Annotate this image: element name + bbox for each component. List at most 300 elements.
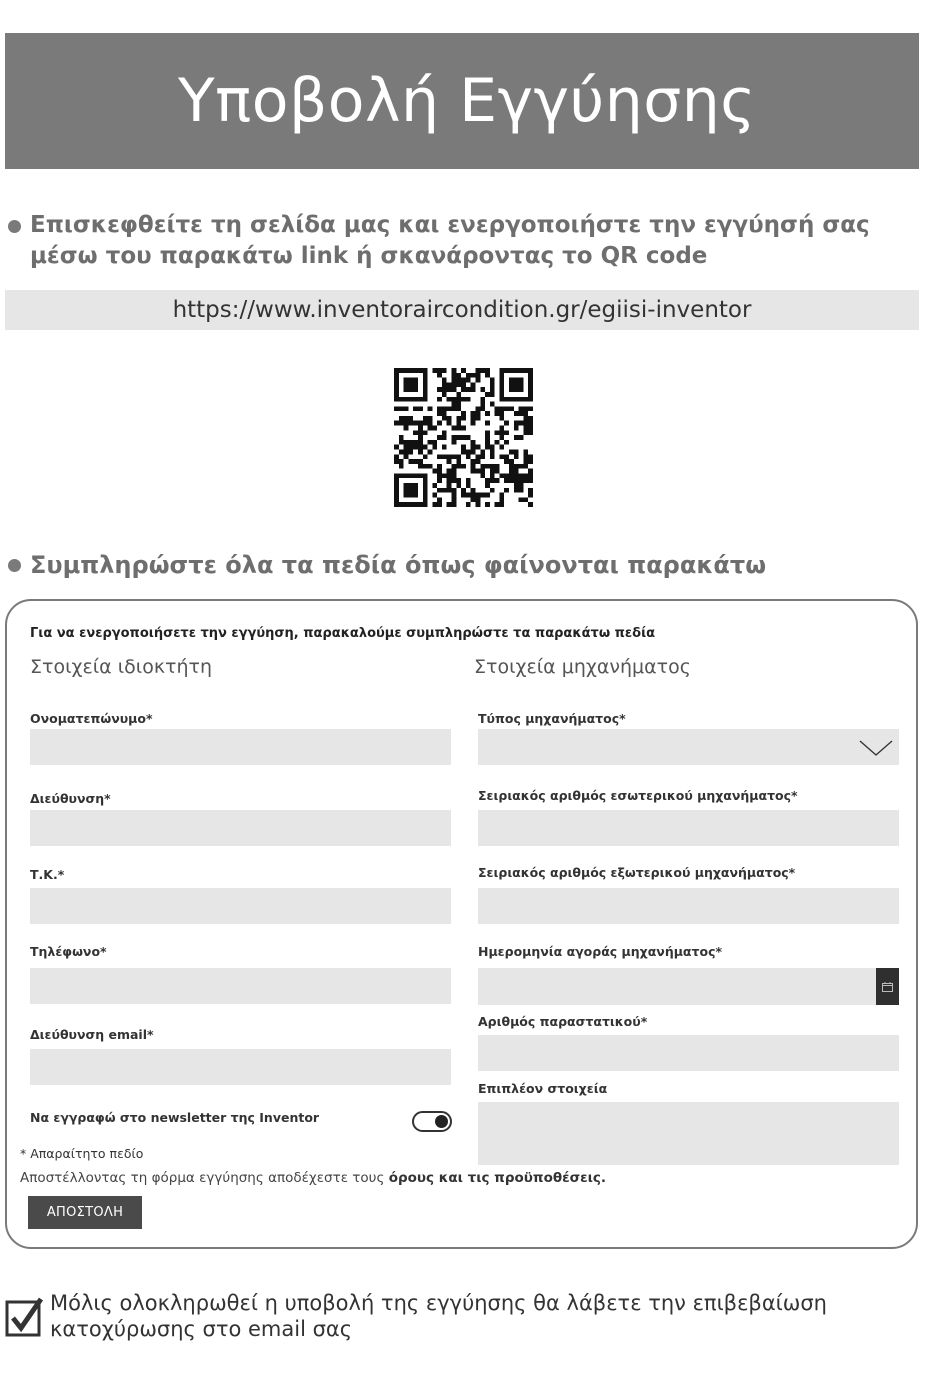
qr-module	[528, 430, 533, 435]
serial-outdoor-input[interactable]	[478, 888, 899, 924]
qr-module	[528, 406, 533, 411]
qr-module	[452, 397, 457, 402]
qr-module	[528, 473, 533, 478]
qr-module	[399, 464, 404, 469]
qr-module	[461, 488, 466, 493]
qr-module	[471, 445, 476, 450]
qr-module	[394, 421, 399, 426]
qr-module	[499, 382, 504, 387]
qr-module	[485, 435, 490, 440]
qr-module	[499, 392, 504, 397]
qr-module	[509, 449, 514, 454]
qr-module	[528, 459, 533, 464]
qr-module	[480, 402, 485, 407]
qr-module	[456, 382, 461, 387]
extra-info-textarea[interactable]	[478, 1102, 899, 1165]
qr-module	[466, 483, 471, 488]
qr-module	[495, 478, 500, 483]
qr-module	[499, 435, 504, 440]
qr-module	[499, 497, 504, 502]
qr-module	[485, 430, 490, 435]
qr-module	[461, 426, 466, 431]
toggle-knob	[435, 1115, 448, 1128]
qr-module	[499, 406, 504, 411]
receipt-number-label: Αριθμός παραστατικού*	[478, 1014, 648, 1029]
qr-module	[418, 445, 423, 450]
qr-module	[404, 368, 409, 373]
qr-module	[404, 421, 409, 426]
qr-module	[514, 473, 519, 478]
qr-module	[490, 464, 495, 469]
qr-module	[452, 497, 457, 502]
qr-module	[509, 387, 514, 392]
qr-module	[418, 459, 423, 464]
qr-module	[394, 473, 399, 478]
newsletter-toggle[interactable]	[412, 1111, 452, 1132]
qr-module	[509, 459, 514, 464]
qr-module	[456, 373, 461, 378]
qr-module	[471, 469, 476, 474]
qr-module	[452, 368, 457, 373]
qr-module	[404, 473, 409, 478]
qr-module	[504, 473, 509, 478]
qr-module	[528, 387, 533, 392]
qr-module	[456, 483, 461, 488]
qr-module	[423, 497, 428, 502]
qr-module	[514, 421, 519, 426]
qr-module	[399, 473, 404, 478]
qr-module	[514, 378, 519, 383]
serial-indoor-label: Σειριακός αριθμός εσωτερικού μηχανήματος*	[478, 788, 798, 803]
qr-module	[399, 435, 404, 440]
qr-module	[490, 382, 495, 387]
qr-module	[437, 421, 442, 426]
machine-type-label: Τύπος μηχανήματος*	[478, 711, 626, 726]
qr-module	[399, 397, 404, 402]
machine-section-title: Στοιχεία μηχανήματος	[474, 656, 691, 678]
fill-instruction	[8, 549, 918, 581]
qr-module	[437, 406, 442, 411]
qr-module	[413, 397, 418, 402]
qr-module	[447, 469, 452, 474]
qr-module	[408, 421, 413, 426]
qr-module	[480, 473, 485, 478]
qr-module	[480, 449, 485, 454]
fill-text: Συμπληρώστε όλα τα πεδία όπως φαίνονται παρακάτω	[30, 551, 767, 579]
qr-module	[442, 382, 447, 387]
qr-module	[514, 478, 519, 483]
calendar-icon	[882, 982, 893, 992]
qr-module	[504, 430, 509, 435]
qr-module	[456, 397, 461, 402]
qr-module	[475, 445, 480, 450]
qr-module	[408, 449, 413, 454]
qr-module	[452, 478, 457, 483]
url-link[interactable]: https://www.inventoraircondition.gr/egiisi-inventor	[5, 290, 919, 330]
qr-module	[523, 368, 528, 373]
qr-module	[523, 397, 528, 402]
owner-section-title: Στοιχεία ιδιοκτήτη	[30, 656, 213, 678]
qr-module	[452, 469, 457, 474]
qr-module	[428, 440, 433, 445]
qr-module	[447, 483, 452, 488]
qr-module	[523, 411, 528, 416]
qr-module	[490, 378, 495, 383]
qr-module	[432, 445, 437, 450]
qr-module	[394, 373, 399, 378]
qr-module	[394, 368, 399, 373]
qr-module	[514, 488, 519, 493]
qr-module	[461, 411, 466, 416]
qr-module	[413, 368, 418, 373]
qr-module	[413, 406, 418, 411]
qr-module	[408, 488, 413, 493]
qr-module	[418, 368, 423, 373]
qr-module	[437, 478, 442, 483]
qr-module	[442, 368, 447, 373]
qr-module	[519, 435, 524, 440]
qr-module	[442, 387, 447, 392]
qr-module	[408, 440, 413, 445]
email-label: Διεύθυνση email*	[30, 1027, 154, 1042]
qr-module	[447, 382, 452, 387]
qr-module	[447, 488, 452, 493]
qr-module	[404, 387, 409, 392]
qr-module	[504, 478, 509, 483]
qr-module	[423, 368, 428, 373]
qr-module	[456, 435, 461, 440]
qr-module	[523, 473, 528, 478]
qr-module	[480, 454, 485, 459]
qr-module	[519, 368, 524, 373]
qr-module	[423, 421, 428, 426]
qr-module	[490, 392, 495, 397]
qr-module	[466, 435, 471, 440]
qr-module	[499, 411, 504, 416]
qr-module	[399, 406, 404, 411]
qr-module	[447, 397, 452, 402]
qr-module	[514, 426, 519, 431]
qr-module	[471, 493, 476, 498]
qr-module	[442, 411, 447, 416]
qr-module	[428, 416, 433, 421]
qr-module	[523, 421, 528, 426]
qr-module	[418, 464, 423, 469]
required-note: * Απαραίτητο πεδίο	[20, 1146, 144, 1161]
qr-module	[461, 445, 466, 450]
serial-outdoor-label: Σειριακός αριθμός εξωτερικού μηχανήματος*	[478, 865, 796, 880]
qr-module	[447, 454, 452, 459]
qr-module	[413, 483, 418, 488]
qr-module	[485, 483, 490, 488]
page-header	[5, 33, 919, 169]
qr-module	[519, 497, 524, 502]
qr-module	[495, 469, 500, 474]
qr-module	[423, 445, 428, 450]
qr-module	[495, 502, 500, 507]
qr-module	[452, 378, 457, 383]
qr-module	[528, 392, 533, 397]
qr-module	[461, 435, 466, 440]
qr-module	[490, 488, 495, 493]
qr-module	[418, 426, 423, 431]
qr-module	[466, 373, 471, 378]
qr-module	[480, 469, 485, 474]
qr-module	[452, 473, 457, 478]
qr-module	[523, 464, 528, 469]
qr-module	[394, 497, 399, 502]
qr-module	[447, 502, 452, 507]
phone-input[interactable]	[30, 968, 451, 1004]
qr-module	[437, 411, 442, 416]
qr-module	[499, 445, 504, 450]
qr-module	[418, 430, 423, 435]
qr-module	[394, 459, 399, 464]
qr-module	[475, 373, 480, 378]
qr-module	[499, 387, 504, 392]
qr-module	[490, 478, 495, 483]
qr-module	[418, 421, 423, 426]
qr-module	[485, 445, 490, 450]
qr-module	[475, 497, 480, 502]
qr-module	[456, 416, 461, 421]
qr-module	[404, 488, 409, 493]
qr-module	[509, 469, 514, 474]
zip-input[interactable]	[30, 888, 451, 924]
qr-module	[480, 397, 485, 402]
qr-module	[509, 473, 514, 478]
qr-module	[404, 378, 409, 383]
qr-module	[418, 473, 423, 478]
newsletter-label: Να εγγραφώ στο newsletter της Inventor	[30, 1110, 320, 1125]
qr-module	[437, 368, 442, 373]
serial-indoor-input[interactable]	[478, 810, 899, 846]
qr-module	[408, 382, 413, 387]
machine-type-select[interactable]	[478, 729, 899, 765]
zip-label: Τ.Κ.*	[30, 867, 65, 882]
qr-module	[442, 473, 447, 478]
qr-module	[528, 397, 533, 402]
qr-module	[499, 473, 504, 478]
checkbox-checked-icon	[5, 1296, 43, 1338]
qr-module	[485, 478, 490, 483]
qr-module	[485, 502, 490, 507]
calendar-button[interactable]	[876, 968, 899, 1005]
qr-module	[452, 387, 457, 392]
address-label: Διεύθυνση*	[30, 791, 111, 806]
qr-module	[423, 483, 428, 488]
qr-module	[408, 387, 413, 392]
qr-module	[437, 435, 442, 440]
qr-module	[408, 378, 413, 383]
qr-module	[423, 488, 428, 493]
qr-module	[475, 502, 480, 507]
qr-module	[394, 478, 399, 483]
qr-module	[485, 493, 490, 498]
qr-module	[480, 387, 485, 392]
qr-module	[394, 382, 399, 387]
qr-module	[404, 454, 409, 459]
qr-module	[523, 426, 528, 431]
qr-module	[523, 406, 528, 411]
qr-module	[519, 478, 524, 483]
qr-module	[471, 497, 476, 502]
address-input[interactable]	[30, 810, 451, 846]
qr-module	[452, 426, 457, 431]
email-input[interactable]	[30, 1049, 451, 1085]
qr-module	[504, 488, 509, 493]
terms-prefix: Αποστέλλοντας τη φόρμα εγγύησης αποδέχεστε τους	[20, 1170, 389, 1186]
qr-module	[509, 378, 514, 383]
qr-module	[471, 464, 476, 469]
qr-module	[456, 426, 461, 431]
qr-module	[466, 478, 471, 483]
qr-module	[528, 382, 533, 387]
qr-module	[404, 449, 409, 454]
qr-module	[504, 368, 509, 373]
qr-module	[456, 478, 461, 483]
qr-module	[499, 426, 504, 431]
qr-module	[471, 440, 476, 445]
qr-module	[504, 397, 509, 402]
qr-module	[490, 469, 495, 474]
qr-module	[423, 378, 428, 383]
qr-module	[423, 430, 428, 435]
qr-module	[404, 440, 409, 445]
qr-module	[442, 406, 447, 411]
qr-module	[399, 440, 404, 445]
qr-module	[432, 483, 437, 488]
qr-module	[394, 406, 399, 411]
qr-module	[528, 421, 533, 426]
qr-module	[437, 469, 442, 474]
qr-module	[423, 454, 428, 459]
qr-module	[514, 411, 519, 416]
qr-module	[437, 497, 442, 502]
qr-module	[523, 497, 528, 502]
qr-module	[447, 387, 452, 392]
qr-module	[466, 387, 471, 392]
receipt-number-input[interactable]	[478, 1035, 899, 1071]
qr-module	[475, 459, 480, 464]
qr-module	[485, 411, 490, 416]
qr-module	[499, 373, 504, 378]
qr-module	[408, 445, 413, 450]
qr-module	[523, 416, 528, 421]
qr-module	[437, 502, 442, 507]
qr-module	[461, 397, 466, 402]
qr-module	[461, 387, 466, 392]
qr-module	[408, 502, 413, 507]
qr-module	[509, 406, 514, 411]
qr-module	[485, 392, 490, 397]
qr-module	[514, 464, 519, 469]
qr-module	[461, 449, 466, 454]
qr-module	[428, 421, 433, 426]
qr-module	[413, 382, 418, 387]
qr-module	[452, 382, 457, 387]
qr-module	[399, 459, 404, 464]
qr-module	[423, 392, 428, 397]
qr-module	[423, 387, 428, 392]
qr-module	[452, 454, 457, 459]
qr-module	[442, 488, 447, 493]
qr-module	[528, 469, 533, 474]
qr-code-icon[interactable]	[394, 368, 533, 507]
purchase-date-label: Ημερομηνία αγοράς μηχανήματος*	[478, 944, 723, 959]
qr-module	[490, 445, 495, 450]
page-title: Υποβολή Εγγύησης	[177, 66, 757, 136]
qr-module	[413, 488, 418, 493]
qr-module	[495, 406, 500, 411]
qr-module	[528, 454, 533, 459]
qr-module	[523, 459, 528, 464]
qr-module	[471, 382, 476, 387]
qr-module	[495, 440, 500, 445]
qr-module	[475, 469, 480, 474]
qr-module	[442, 416, 447, 421]
qr-module	[528, 488, 533, 493]
qr-module	[423, 382, 428, 387]
qr-module	[509, 368, 514, 373]
qr-module	[423, 493, 428, 498]
qr-module	[413, 440, 418, 445]
qr-module	[404, 397, 409, 402]
qr-module	[499, 493, 504, 498]
qr-module	[437, 373, 442, 378]
qr-module	[490, 473, 495, 478]
qr-module	[495, 430, 500, 435]
qr-module	[528, 368, 533, 373]
qr-module	[452, 502, 457, 507]
qr-module	[504, 440, 509, 445]
qr-module	[499, 430, 504, 435]
terms-text	[20, 1170, 606, 1186]
qr-module	[466, 493, 471, 498]
submit-button[interactable]: ΑΠΟΣΤΟΛΗ	[28, 1196, 142, 1229]
qr-module	[447, 478, 452, 483]
qr-module	[466, 502, 471, 507]
name-input[interactable]	[30, 729, 451, 765]
qr-module	[514, 387, 519, 392]
qr-module	[485, 440, 490, 445]
qr-module	[499, 378, 504, 383]
qr-module	[456, 454, 461, 459]
purchase-date-input[interactable]	[478, 968, 876, 1005]
qr-module	[404, 493, 409, 498]
qr-module	[423, 416, 428, 421]
qr-module	[447, 421, 452, 426]
terms-link[interactable]: όρους και τις προϋποθέσεις.	[388, 1170, 607, 1186]
qr-module	[509, 397, 514, 402]
qr-module	[399, 421, 404, 426]
qr-module	[452, 402, 457, 407]
qr-module	[413, 430, 418, 435]
qr-module	[480, 493, 485, 498]
name-label: Ονοματεπώνυμο*	[30, 711, 153, 726]
qr-module	[485, 464, 490, 469]
qr-module	[437, 464, 442, 469]
qr-module	[394, 397, 399, 402]
qr-module	[442, 430, 447, 435]
qr-module	[432, 502, 437, 507]
qr-module	[413, 493, 418, 498]
bullet-icon	[8, 559, 21, 572]
qr-module	[480, 368, 485, 373]
qr-module	[442, 454, 447, 459]
qr-module	[519, 397, 524, 402]
qr-module	[466, 397, 471, 402]
